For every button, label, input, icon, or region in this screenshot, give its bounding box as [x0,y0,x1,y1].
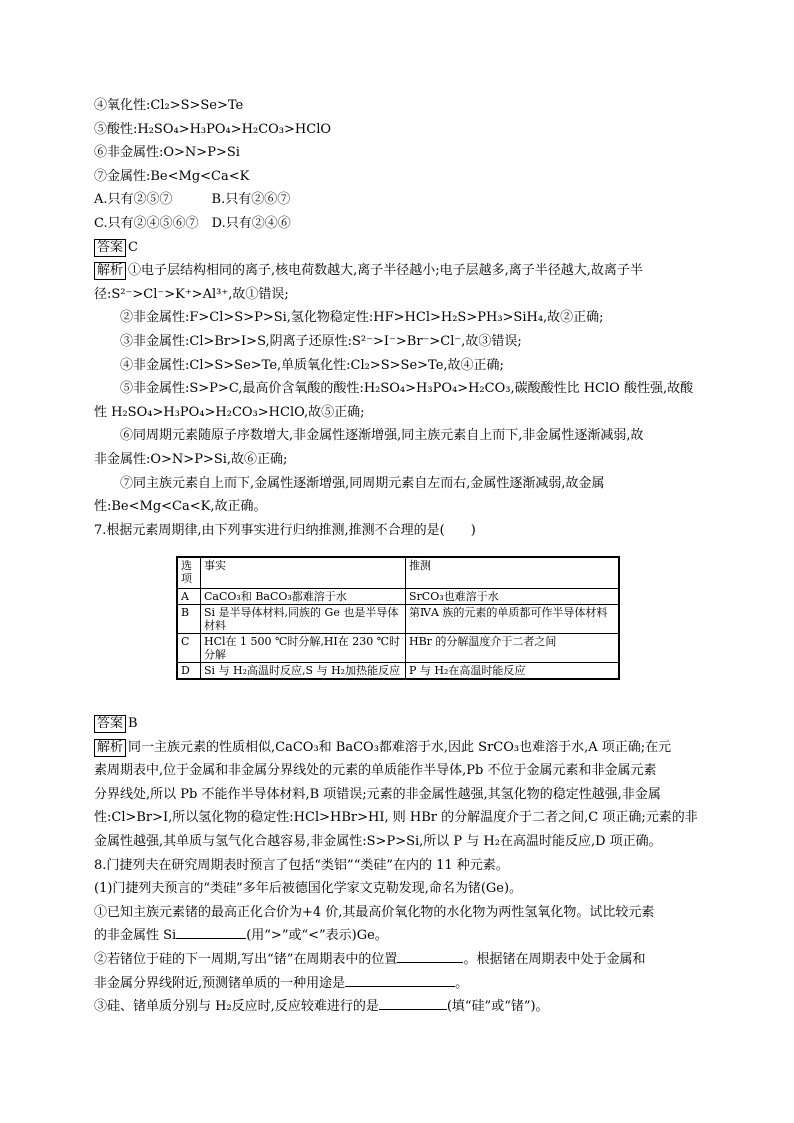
answer-blank[interactable] [345,972,455,987]
q6-analysis-line: ⑦同主族元素自上而下,金属性逐渐增强,同周期元素自左而右,金属性逐渐减弱,故金属 [120,475,605,491]
statement-5: ⑤酸性:H₂SO₄>H₃PO₄>H₂CO₃>HClO [94,121,332,137]
options-cd: C.只有②④⑤⑥⑦ D.只有②④⑥ [94,215,291,231]
q7-analysis-first: 解析 同一主族元素的性质相似,CaCO₃和 BaCO₃都难溶于水,因此 SrCO₃也难溶于水,A 项正确;在元 [94,736,698,760]
answer-label: 答案 [94,239,126,257]
answer-blank[interactable] [176,924,246,939]
q6-analysis-line: ④非金属性:Cl>S>Se>Te,单质氧化性:Cl₂>S>Se>Te,故④正确; [120,357,504,373]
table-row: A CaCO₃和 BaCO₃都难溶于水 SrCO₃也难溶于水 [177,589,619,605]
q7-analysis-line: 金属性越强,其单质与氢气化合越容易,非金属性:S>P>Si,所以 P 与 H₂在高温时能反应,D 项正确。 [94,833,662,849]
answer-blank[interactable] [397,948,463,963]
answer-value: B [128,716,138,731]
analysis-label: 解析 [94,739,126,757]
answer-label: 答案 [94,715,126,733]
q7-analysis-line: 性:Cl>Br>I,所以氢化物的稳定性:HCl>HBr>HI, 则 HBr 的分解温度介于二者之间,C 项正确;元素的非 [94,810,698,826]
q8-item2: ②若锗位于硅的下一周期,写出“锗”在周期表中的位置 。根据锗在周期表中处于金属和 [94,948,698,972]
table-header-row [177,557,619,589]
content-bottom [94,712,698,1019]
header-inference: 推测 [406,557,620,589]
statement-4: ④氧化性:Cl₂>S>Se>Te [94,98,244,113]
q6-answer [94,236,698,260]
statement-7: ⑦金属性:Be<Mg<Ca<K [94,168,250,184]
q6-analysis-line: 非金属性:O>N>P>Si,故⑥正确; [94,451,288,467]
q6-analysis-line: ②非金属性:F>Cl>S>P>Si,氢化物稳定性:HF>HCl>H₂S>PH₃>SiH₄,故②正确; [120,310,604,326]
header-fact: 事实 [201,557,406,589]
content-top [94,94,698,542]
q8-item2-cont: 非金属分界线附近,预测锗单质的一种用途是 。 [94,972,698,996]
table-row: D Si 与 H₂高温时反应,S 与 H₂加热能反应 P 与 H₂在高温时能反应 [177,663,619,680]
q6-analysis-line: ⑤非金属性:S>P>C,最高价含氧酸的酸性:H₂SO₄>H₃PO₄>H₂CO₃,碳酸酸性比 HClO 酸性强,故酸 [120,381,694,397]
header-option: 选项 [177,557,201,589]
q8-item1-cont: 的非金属性 Si (用“>”或“<”表示)Ge。 [94,924,698,948]
q8-sub1: (1)门捷列夫预言的“类硅”多年后被德国化学家文克勒发现,命名为锗(Ge)。 [94,881,523,897]
q6-analysis-line: 性 H₂SO₄>H₃PO₄>H₂CO₃>HClO,故⑤正确; [94,404,365,420]
table-row: B Si 是半导体材料,同族的 Ge 也是半导体材料 第ⅣA 族的元素的单质都可作半导体材料 [177,605,619,634]
options-ab: A.只有②⑤⑦ B.只有②⑥⑦ [94,192,291,208]
q8-item3: ③硅、锗单质分别与 H₂反应时,反应较难进行的是 (填“硅”或“锗”)。 [94,995,698,1019]
facts-table [176,556,620,680]
statement-6: ⑥非金属性:O>N>P>Si [94,145,240,161]
analysis-label: 解析 [94,262,126,280]
table-row: C HCl在 1 500 ℃时分解,HI在 230 ℃时分解 HBr 的分解温度介于二者之间 [177,634,619,663]
q6-analysis-line: 性:Be<Mg<Ca<K,故正确。 [94,499,267,515]
q8-item1: ①已知主族元素锗的最高正化合价为+4 价,其最高价氧化物的水化物为两性氢氧化物。试比较元素 [94,904,655,920]
q7-analysis-line: 分界线处,所以 Pb 不能作半导体材料,B 项错误;元素的非金属性越强,其氢化物的稳定性越强,非金属 [94,786,661,802]
q7-stem: 7.根据元素周期律,由下列事实进行归纳推测,推测不合理的是( ) [94,522,476,538]
q8-stem: 8.门捷列夫在研究周期表时预言了包括“类铝”“类硅”在内的 11 种元素。 [94,857,509,873]
q6-analysis-line: ③非金属性:Cl>Br>I>S,阴离子还原性:S²⁻>I⁻>Br⁻>Cl⁻,故③错误; [120,333,522,349]
q6-analysis-line: 径:S²⁻>Cl⁻>K⁺>Al³⁺,故①错误; [94,286,289,302]
q7-answer [94,712,698,736]
answer-value: C [128,239,138,255]
q6-analysis-line: ⑥同周期元素随原子序数增大,非金属性逐渐增强,同主族元素自上而下,非金属性逐渐减弱,故 [120,428,644,444]
answer-blank[interactable] [379,995,447,1010]
q6-analysis-first: 解析 ①电子层结构相同的离子,核电荷数越大,离子半径越小;电子层越多,离子半径越大,故离子半 [94,259,698,283]
q7-analysis-line: 素周期表中,位于金属和非金属分界线处的元素的单质能作半导体,Pb 不位于金属元素和非金属元素 [94,763,657,779]
